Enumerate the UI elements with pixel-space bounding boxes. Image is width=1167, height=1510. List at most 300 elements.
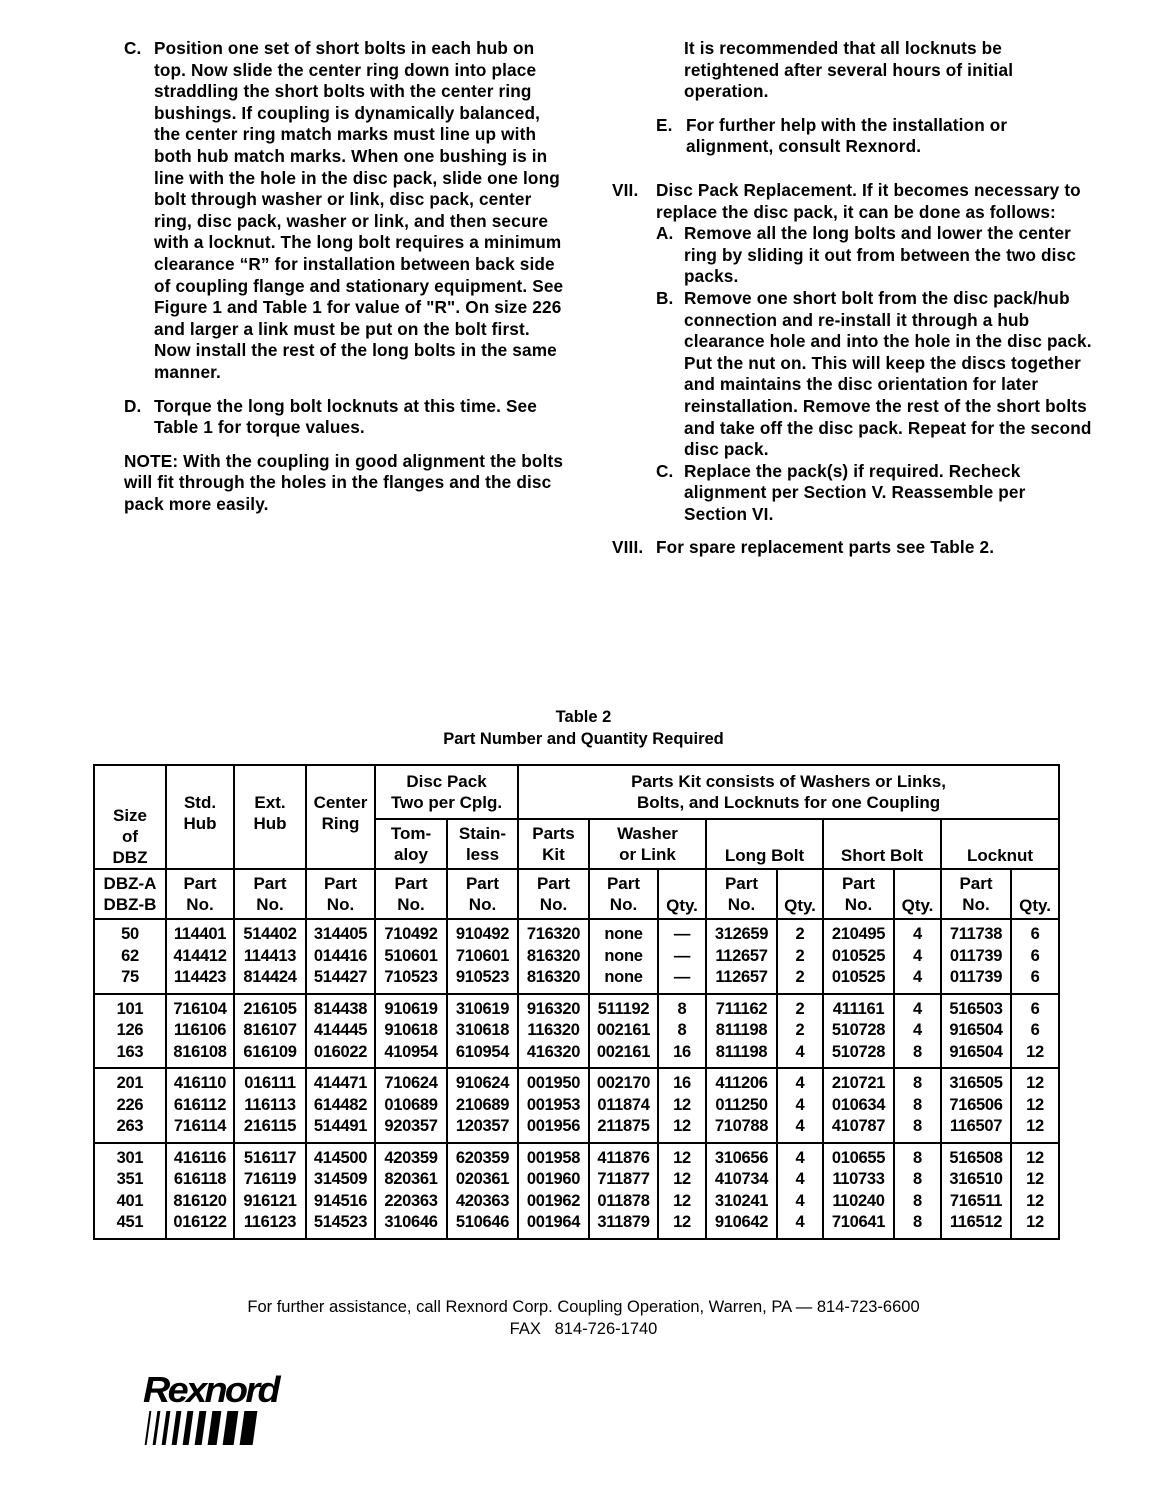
cell-value: 116123 bbox=[243, 1213, 297, 1231]
cell-washer-part bbox=[589, 1143, 658, 1239]
cell-value: 914516 bbox=[313, 1191, 368, 1210]
step-a bbox=[656, 223, 1092, 288]
cell-value: 116507 bbox=[949, 1117, 1003, 1135]
cell-value: 12 bbox=[1026, 1042, 1044, 1061]
cell-value: 4 bbox=[795, 1095, 805, 1114]
header-std-hub: Std. Hub bbox=[166, 765, 234, 869]
cell-tomaloy bbox=[375, 994, 447, 1069]
step-label: A. bbox=[656, 223, 674, 244]
cell-value: 716119 bbox=[243, 1170, 297, 1188]
cell-long-bolt-qty bbox=[777, 1068, 823, 1143]
cell-value: 414500 bbox=[313, 1148, 368, 1167]
cell-value: 916504 bbox=[949, 1042, 1003, 1061]
header-size: Size of DBZ bbox=[94, 765, 166, 869]
cell-value: 516117 bbox=[243, 1148, 297, 1167]
cell-value: 4 bbox=[795, 1148, 805, 1167]
cell-washer-qty bbox=[658, 994, 706, 1069]
cell-value: 301 bbox=[116, 1148, 144, 1167]
cell-value: 112657 bbox=[715, 968, 768, 986]
cell-value: 916121 bbox=[243, 1191, 297, 1210]
cell-washer-qty bbox=[658, 919, 706, 994]
cell-value: 910624 bbox=[455, 1074, 510, 1092]
cell-value: 616109 bbox=[243, 1042, 297, 1061]
table-row-group bbox=[94, 919, 1059, 994]
header-center-ring: Center Ring bbox=[306, 765, 375, 869]
cell-value: 816120 bbox=[173, 1191, 227, 1210]
cell-tomaloy bbox=[375, 919, 447, 994]
cell-value: 116320 bbox=[527, 1021, 580, 1039]
cell-value: 410734 bbox=[714, 1170, 769, 1188]
cell-washer-qty bbox=[658, 1068, 706, 1143]
cell-locknut-qty bbox=[1011, 994, 1059, 1069]
cell-long-bolt-qty bbox=[777, 919, 823, 994]
cell-center-ring bbox=[306, 1143, 375, 1239]
section-viii bbox=[612, 537, 1092, 559]
cell-value: 410787 bbox=[831, 1117, 886, 1135]
cell-parts-kit bbox=[518, 1068, 589, 1143]
header-part-no: Part No. bbox=[589, 869, 658, 919]
cell-value: 8 bbox=[913, 1095, 922, 1114]
cell-value: 4 bbox=[795, 1213, 805, 1231]
cell-value: 211875 bbox=[597, 1117, 650, 1135]
step-text: Torque the long bolt locknuts at this time. See Table 1 for torque values. bbox=[154, 395, 537, 438]
cell-value: none bbox=[604, 946, 643, 965]
header-part-no: Part No. bbox=[518, 869, 589, 919]
step-label: C. bbox=[124, 38, 142, 58]
cell-value: 116106 bbox=[173, 1021, 227, 1039]
cell-value: 12 bbox=[1026, 1074, 1044, 1092]
step-label: C. bbox=[656, 460, 674, 481]
cell-long-bolt-part bbox=[706, 1068, 777, 1143]
cell-value: 016111 bbox=[244, 1074, 296, 1092]
cell-value: 910619 bbox=[384, 999, 438, 1018]
cell-long-bolt-part bbox=[706, 919, 777, 994]
cell-value: 8 bbox=[913, 1170, 922, 1188]
cell-value: 12 bbox=[673, 1117, 691, 1135]
cell-center-ring bbox=[306, 1068, 375, 1143]
note-text: With the coupling in good alignment the bolts will fit through the holes in the flanges and the disc pack more easily. bbox=[124, 450, 564, 514]
cell-value: 2 bbox=[795, 1021, 805, 1039]
cell-value: 020361 bbox=[455, 1170, 510, 1188]
cell-value: 12 bbox=[673, 1213, 691, 1231]
cell-value: 12 bbox=[1026, 1213, 1044, 1231]
cell-value: 12 bbox=[1026, 1191, 1044, 1210]
cell-value: 614482 bbox=[313, 1095, 368, 1114]
cell-long-bolt-qty bbox=[777, 994, 823, 1069]
cell-value: 001960 bbox=[526, 1170, 581, 1188]
cell-std-hub bbox=[166, 1143, 234, 1239]
header-washer: Washer or Link bbox=[589, 819, 706, 869]
cell-value: 010634 bbox=[831, 1095, 886, 1114]
cell-value: 110240 bbox=[832, 1191, 885, 1210]
note-label: NOTE: bbox=[124, 450, 179, 471]
cell-value: 014416 bbox=[313, 946, 368, 965]
cell-value: 126 bbox=[116, 1021, 144, 1039]
cell-value: 8 bbox=[913, 1042, 922, 1061]
header-part-no: Part No. bbox=[823, 869, 894, 919]
cell-value: 001950 bbox=[526, 1074, 581, 1092]
cell-value: 511192 bbox=[597, 999, 650, 1018]
cell-value: 314405 bbox=[313, 925, 368, 943]
step-text: For further help with the installation or alignment, consult Rexnord. bbox=[686, 114, 1008, 157]
logo-bars-icon bbox=[145, 1411, 274, 1445]
cell-value: 514491 bbox=[313, 1117, 368, 1135]
cell-value: 514402 bbox=[243, 925, 297, 943]
cell-value: 316510 bbox=[949, 1170, 1003, 1188]
cell-value: 312659 bbox=[714, 925, 769, 943]
cell-value: 820361 bbox=[384, 1170, 438, 1188]
cell-value: 114423 bbox=[173, 968, 227, 986]
header-qty: Qty. bbox=[777, 869, 823, 919]
cell-parts-kit bbox=[518, 1143, 589, 1239]
cell-locknut-part bbox=[941, 1068, 1011, 1143]
table-body bbox=[94, 919, 1059, 1239]
table-row-group bbox=[94, 1068, 1059, 1143]
cell-value: 401 bbox=[116, 1191, 144, 1210]
cell-value: 8 bbox=[913, 1213, 922, 1231]
header-qty: Qty. bbox=[658, 869, 706, 919]
cell-value: 310656 bbox=[714, 1148, 769, 1167]
cell-value: 916320 bbox=[526, 999, 581, 1018]
cell-value: 226 bbox=[116, 1095, 144, 1114]
cell-value: 616118 bbox=[173, 1170, 227, 1188]
section-numeral: VIII. bbox=[612, 537, 644, 558]
cell-value: 4 bbox=[913, 946, 922, 965]
step-c bbox=[124, 38, 564, 384]
cell-value: 75 bbox=[121, 968, 139, 986]
cell-locknut-qty bbox=[1011, 1143, 1059, 1239]
cell-value: 6 bbox=[1030, 999, 1040, 1018]
cell-value: 011250 bbox=[715, 1095, 768, 1114]
table-row-group bbox=[94, 994, 1059, 1069]
cell-value: 510646 bbox=[455, 1213, 510, 1231]
cell-ext-hub bbox=[234, 1143, 306, 1239]
cell-value: 716320 bbox=[526, 925, 581, 943]
cell-center-ring bbox=[306, 994, 375, 1069]
cell-value: 010525 bbox=[831, 946, 886, 965]
cell-value: 011874 bbox=[597, 1095, 650, 1114]
note bbox=[124, 451, 564, 516]
header-disc-pack: Disc Pack Two per Cplg. bbox=[375, 765, 518, 819]
cell-stainless bbox=[447, 994, 518, 1069]
step-d bbox=[124, 396, 564, 439]
step-b bbox=[656, 288, 1092, 461]
cell-value: 2 bbox=[795, 925, 805, 943]
header-parts-kit-group: Parts Kit consists of Washers or Links, Bolts, and Locknuts for one Coupling bbox=[518, 765, 1059, 819]
cell-ext-hub bbox=[234, 919, 306, 994]
cell-value: 12 bbox=[673, 1095, 691, 1114]
cell-value: 4 bbox=[795, 1117, 805, 1135]
cell-value: 201 bbox=[116, 1074, 144, 1092]
cell-value: 50 bbox=[121, 925, 139, 943]
cell-value: 910492 bbox=[455, 925, 510, 943]
cell-value: 451 bbox=[116, 1213, 144, 1231]
cell-tomaloy bbox=[375, 1068, 447, 1143]
cell-center-ring bbox=[306, 919, 375, 994]
cell-short-bolt-qty bbox=[894, 1143, 941, 1239]
cell-value: 016122 bbox=[173, 1213, 227, 1231]
step-label: E. bbox=[656, 114, 673, 135]
cell-short-bolt-part bbox=[823, 994, 894, 1069]
cell-value: 710641 bbox=[831, 1213, 886, 1231]
cell-value: 411161 bbox=[832, 999, 885, 1018]
header-ext-hub: Ext. Hub bbox=[234, 765, 306, 869]
cell-value: 710492 bbox=[384, 925, 438, 943]
cell-value: 910618 bbox=[384, 1021, 438, 1039]
cell-value: 910523 bbox=[455, 968, 510, 986]
header-long-bolt: Long Bolt bbox=[706, 819, 823, 869]
cell-value: 420359 bbox=[384, 1148, 438, 1167]
cell-parts-kit bbox=[518, 919, 589, 994]
cell-value: 516508 bbox=[949, 1148, 1003, 1167]
cell-value: 4 bbox=[913, 999, 922, 1018]
cell-value: — bbox=[673, 925, 691, 943]
cell-value: 311879 bbox=[597, 1213, 650, 1231]
cell-value: 411206 bbox=[715, 1074, 768, 1092]
cell-value: 002161 bbox=[596, 1021, 651, 1039]
cell-value: 2 bbox=[795, 968, 805, 986]
cell-value: 716506 bbox=[949, 1095, 1003, 1114]
cell-value: 710601 bbox=[455, 946, 510, 965]
cell-value: 316505 bbox=[949, 1074, 1003, 1092]
cell-value: 416110 bbox=[173, 1074, 227, 1092]
cell-value: 001962 bbox=[526, 1191, 581, 1210]
step-label: B. bbox=[656, 287, 674, 308]
cell-value: 814438 bbox=[313, 999, 368, 1018]
cell-short-bolt-part bbox=[823, 1143, 894, 1239]
cell-value: 011739 bbox=[949, 968, 1003, 986]
cell-value: 116113 bbox=[244, 1095, 296, 1114]
cell-value: 310241 bbox=[714, 1191, 769, 1210]
table-row-group bbox=[94, 1143, 1059, 1239]
cell-value: 010525 bbox=[831, 968, 886, 986]
header-qty: Qty. bbox=[1011, 869, 1059, 919]
cell-value: none bbox=[604, 968, 643, 986]
footer-assistance: For further assistance, call Rexnord Corp. Coupling Operation, Warren, PA — 814-723-6600 bbox=[247, 1298, 920, 1316]
cell-value: 12 bbox=[1026, 1117, 1044, 1135]
cell-value: 716104 bbox=[173, 999, 227, 1018]
cell-value: 8 bbox=[677, 1021, 687, 1039]
cell-locknut-part bbox=[941, 994, 1011, 1069]
cell-value: 4 bbox=[795, 1191, 805, 1210]
cell-long-bolt-part bbox=[706, 994, 777, 1069]
cell-short-bolt-qty bbox=[894, 919, 941, 994]
cell-value: 710523 bbox=[384, 968, 438, 986]
cell-locknut-part bbox=[941, 919, 1011, 994]
cell-washer-part bbox=[589, 1068, 658, 1143]
cell-value: 620359 bbox=[455, 1148, 510, 1167]
cell-value: 920357 bbox=[384, 1117, 438, 1135]
cell-value: 811198 bbox=[715, 1021, 768, 1039]
cell-value: 4 bbox=[913, 968, 922, 986]
logo-wordmark: Rexnord bbox=[143, 1369, 278, 1410]
cell-value: 716511 bbox=[949, 1191, 1003, 1210]
cell-value: 210721 bbox=[831, 1074, 886, 1092]
header-parts-kit: Parts Kit bbox=[518, 819, 589, 869]
step-text: Remove all the long bolts and lower the center ring by sliding it out from between the two disc packs. bbox=[684, 223, 1077, 287]
cell-value: 011739 bbox=[949, 946, 1003, 965]
cell-short-bolt-part bbox=[823, 1068, 894, 1143]
cell-short-bolt-qty bbox=[894, 1068, 941, 1143]
cell-value: — bbox=[673, 946, 691, 965]
cell-value: 711738 bbox=[949, 925, 1003, 943]
cell-tomaloy bbox=[375, 1143, 447, 1239]
cell-value: 414445 bbox=[313, 1021, 368, 1039]
step-label: D. bbox=[124, 395, 142, 416]
cell-value: 216115 bbox=[243, 1117, 297, 1135]
cell-value: 010655 bbox=[831, 1148, 886, 1167]
cell-value: 114413 bbox=[243, 946, 297, 965]
cell-value: 310619 bbox=[455, 999, 510, 1018]
cell-ext-hub bbox=[234, 1068, 306, 1143]
cell-value: 12 bbox=[673, 1148, 691, 1167]
right-column bbox=[612, 38, 1092, 559]
cell-value: 8 bbox=[913, 1117, 922, 1135]
cell-value: 001953 bbox=[526, 1095, 581, 1114]
step-text: Replace the pack(s) if required. Recheck alignment per Section V. Reassemble per Section VI. bbox=[684, 460, 1026, 524]
cell-value: 120357 bbox=[455, 1117, 510, 1135]
cell-value: 816320 bbox=[526, 968, 581, 986]
cell-value: 001964 bbox=[526, 1213, 581, 1231]
cell-value: 116512 bbox=[949, 1213, 1003, 1231]
cell-washer-qty bbox=[658, 1143, 706, 1239]
cell-value: 263 bbox=[116, 1117, 144, 1135]
header-part-no: Part No. bbox=[706, 869, 777, 919]
cell-value: 710788 bbox=[714, 1117, 769, 1135]
cell-value: 711877 bbox=[597, 1170, 650, 1188]
cell-std-hub bbox=[166, 1068, 234, 1143]
cell-value: 114401 bbox=[173, 925, 227, 943]
cell-value: 420363 bbox=[455, 1191, 510, 1210]
cell-value: 8 bbox=[913, 1191, 922, 1210]
header-part-no: Part No. bbox=[375, 869, 447, 919]
cell-value: 716114 bbox=[173, 1117, 227, 1135]
header-part-no: Part No. bbox=[447, 869, 518, 919]
cell-value: 514523 bbox=[313, 1213, 368, 1231]
cell-value: 416116 bbox=[173, 1148, 227, 1167]
cell-value: 516503 bbox=[949, 999, 1003, 1018]
cell-value: 016022 bbox=[313, 1042, 368, 1061]
cell-value: 6 bbox=[1030, 925, 1040, 943]
cell-value: 411876 bbox=[597, 1148, 650, 1167]
cell-short-bolt-part bbox=[823, 919, 894, 994]
cell-value: 816107 bbox=[243, 1021, 297, 1039]
cell-value: 010689 bbox=[384, 1095, 438, 1114]
cell-value: 12 bbox=[1026, 1148, 1044, 1167]
cell-long-bolt-qty bbox=[777, 1143, 823, 1239]
header-locknut: Locknut bbox=[941, 819, 1059, 869]
header-part-no: Part No. bbox=[941, 869, 1011, 919]
cell-std-hub bbox=[166, 994, 234, 1069]
cell-value: 414471 bbox=[313, 1074, 368, 1092]
cell-size bbox=[94, 919, 166, 994]
cell-std-hub bbox=[166, 919, 234, 994]
footer-fax: FAX 814-726-1740 bbox=[509, 1320, 658, 1338]
cell-value: 711162 bbox=[715, 999, 768, 1018]
cell-value: 510728 bbox=[831, 1042, 886, 1061]
section-title: Disc Pack Replacement. bbox=[656, 179, 858, 200]
cell-value: 916504 bbox=[949, 1021, 1003, 1039]
cell-parts-kit bbox=[518, 994, 589, 1069]
table-subtitle: Part Number and Quantity Required bbox=[443, 730, 724, 748]
cell-locknut-part bbox=[941, 1143, 1011, 1239]
cell-long-bolt-part bbox=[706, 1143, 777, 1239]
cell-stainless bbox=[447, 1143, 518, 1239]
header-part-no: Part No. bbox=[234, 869, 306, 919]
cell-value: 12 bbox=[673, 1170, 691, 1188]
step-c bbox=[656, 461, 1092, 526]
cell-value: 002161 bbox=[596, 1042, 651, 1061]
cell-value: 002170 bbox=[596, 1074, 651, 1092]
header-size-models: DBZ-A DBZ-B bbox=[94, 869, 166, 919]
cell-value: 110733 bbox=[832, 1170, 885, 1188]
cell-value: 163 bbox=[116, 1042, 144, 1061]
cell-value: 416320 bbox=[526, 1042, 581, 1061]
parts-table bbox=[93, 764, 1060, 1240]
cell-washer-part bbox=[589, 994, 658, 1069]
cell-value: 12 bbox=[1026, 1170, 1044, 1188]
section-numeral: VII. bbox=[612, 179, 639, 200]
step-text: Remove one short bolt from the disc pack/hub connection and re-install it through a hub clearance hole and into the hole in the disc pack. Put the nut on. This will keep the discs together and maintains the disc orientation for later reinstallation. Remove the rest of the short bolts and take off the disc pack. Repeat for the second disc pack. bbox=[684, 287, 1092, 460]
cell-value: 62 bbox=[121, 946, 139, 965]
left-column bbox=[124, 38, 564, 527]
cell-value: 4 bbox=[795, 1170, 805, 1188]
cell-value: 8 bbox=[677, 999, 687, 1018]
cell-value: 16 bbox=[673, 1042, 691, 1061]
cell-value: 310646 bbox=[384, 1213, 438, 1231]
cell-value: 4 bbox=[795, 1074, 805, 1092]
cell-value: 12 bbox=[1026, 1095, 1044, 1114]
cell-value: 910642 bbox=[714, 1213, 769, 1231]
cell-value: 210495 bbox=[831, 925, 886, 943]
cell-value: 816320 bbox=[526, 946, 581, 965]
cell-value: 4 bbox=[795, 1042, 805, 1061]
cell-value: 414412 bbox=[173, 946, 227, 965]
cell-value: 351 bbox=[116, 1170, 144, 1188]
cell-value: 4 bbox=[913, 925, 922, 943]
cell-value: — bbox=[673, 968, 691, 986]
cell-value: 2 bbox=[795, 946, 805, 965]
cell-value: 410954 bbox=[384, 1042, 438, 1061]
cell-value: 216105 bbox=[243, 999, 297, 1018]
cell-size bbox=[94, 994, 166, 1069]
section-text: For spare replacement parts see Table 2. bbox=[656, 537, 995, 558]
cell-stainless bbox=[447, 1068, 518, 1143]
cell-short-bolt-qty bbox=[894, 994, 941, 1069]
cell-value: 814424 bbox=[243, 968, 297, 986]
cell-value: 710624 bbox=[384, 1074, 438, 1092]
cell-value: 314509 bbox=[313, 1170, 368, 1188]
header-qty: Qty. bbox=[894, 869, 941, 919]
cell-value: 510601 bbox=[384, 946, 438, 965]
cell-locknut-qty bbox=[1011, 919, 1059, 994]
header-short-bolt: Short Bolt bbox=[823, 819, 941, 869]
cell-value: 001956 bbox=[526, 1117, 581, 1135]
cell-value: 514427 bbox=[313, 968, 368, 986]
cell-value: 6 bbox=[1030, 968, 1040, 986]
rexnord-logo bbox=[143, 1369, 278, 1445]
cell-value: 8 bbox=[913, 1148, 922, 1167]
cell-value: 101 bbox=[116, 999, 144, 1018]
cell-value: 811198 bbox=[715, 1042, 768, 1061]
section-vii bbox=[612, 180, 1092, 526]
cell-value: none bbox=[604, 925, 643, 943]
table-title: Table 2 bbox=[555, 708, 612, 726]
cell-value: 310618 bbox=[455, 1021, 510, 1039]
cell-value: 4 bbox=[913, 1021, 922, 1039]
cell-ext-hub bbox=[234, 994, 306, 1069]
cell-stainless bbox=[447, 919, 518, 994]
